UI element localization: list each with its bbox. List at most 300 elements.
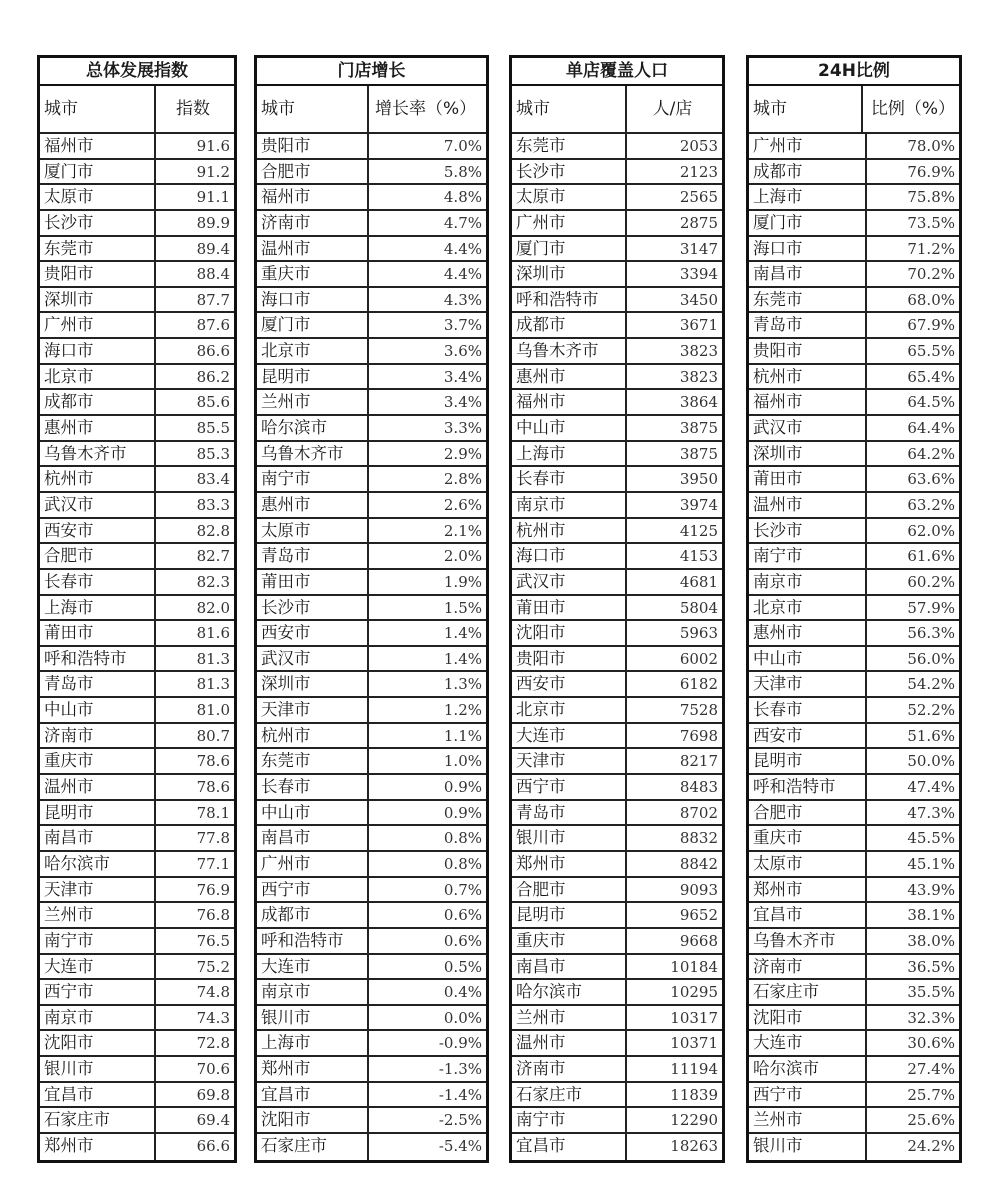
table-row — [749, 237, 959, 263]
city-cell: 济南市 — [749, 955, 867, 979]
city-cell: 上海市 — [257, 1031, 369, 1055]
city-cell: 兰州市 — [40, 903, 156, 927]
table-row — [749, 262, 959, 288]
value-cell: 81.0 — [196, 701, 230, 720]
city-cell: 上海市 — [749, 185, 867, 209]
table-row — [40, 211, 234, 237]
value-cell: -1.3% — [438, 1060, 482, 1079]
city-cell: 呼和浩特市 — [257, 929, 369, 953]
city-cell: 石家庄市 — [257, 1134, 369, 1160]
table-row — [749, 185, 959, 211]
value-cell: 35.5% — [907, 983, 955, 1002]
city-cell: 成都市 — [512, 313, 627, 337]
city-cell: 温州市 — [512, 1031, 627, 1055]
value-cell: 91.1 — [196, 188, 230, 207]
table-row — [512, 134, 722, 160]
value-cell: 76.5 — [196, 931, 230, 950]
value-cell: 4.4% — [443, 265, 482, 284]
table-row — [749, 1134, 959, 1160]
table-row — [749, 1083, 959, 1109]
city-cell: 南京市 — [512, 493, 627, 517]
table-row — [40, 724, 234, 750]
value-cell: 3974 — [679, 495, 718, 514]
city-cell: 南京市 — [257, 980, 369, 1004]
city-cell: 福州市 — [749, 390, 867, 414]
city-cell: 深圳市 — [257, 672, 369, 696]
table-row — [40, 1108, 234, 1134]
table-row — [257, 365, 486, 391]
value-cell: 85.6 — [196, 393, 230, 412]
value-cell: 47.4% — [907, 778, 955, 797]
value-cell: 72.8 — [196, 1034, 230, 1053]
table-row — [257, 955, 486, 981]
table-row — [749, 826, 959, 852]
value-cell: 7528 — [679, 701, 718, 720]
city-cell: 太原市 — [40, 185, 156, 209]
city-cell: 西宁市 — [512, 775, 627, 799]
value-cell: 80.7 — [196, 726, 230, 745]
value-cell: 3864 — [679, 393, 718, 412]
value-cell: 1.2% — [443, 701, 482, 720]
value-cell: 47.3% — [907, 803, 955, 822]
city-cell: 武汉市 — [40, 493, 156, 517]
table-row — [257, 672, 486, 698]
value-cell: 62.0% — [907, 521, 955, 540]
value-cell: 63.2% — [907, 495, 955, 514]
value-cell: 32.3% — [907, 1008, 955, 1027]
city-cell: 银川市 — [257, 1006, 369, 1030]
value-cell: 74.8 — [196, 983, 230, 1002]
table-24h-ratio — [746, 55, 962, 1163]
value-cell: 69.4 — [196, 1111, 230, 1130]
city-cell: 杭州市 — [40, 467, 156, 491]
table-row — [512, 262, 722, 288]
city-cell: 乌鲁木齐市 — [749, 929, 867, 953]
table-row — [40, 621, 234, 647]
table-row — [749, 980, 959, 1006]
value-cell: 0.6% — [443, 931, 482, 950]
city-cell: 贵阳市 — [512, 647, 627, 671]
table-row — [257, 134, 486, 160]
table-row — [40, 493, 234, 519]
city-cell: 乌鲁木齐市 — [512, 339, 627, 363]
table-header-row — [257, 86, 486, 134]
city-cell: 莆田市 — [257, 570, 369, 594]
table-row — [257, 442, 486, 468]
value-cell: -1.4% — [438, 1085, 482, 1104]
value-cell: 10295 — [670, 983, 718, 1002]
value-cell: 64.2% — [907, 444, 955, 463]
city-cell: 合肥市 — [40, 544, 156, 568]
table-row — [749, 365, 959, 391]
column-header-value: 增长率（%） — [375, 99, 477, 119]
city-cell: 兰州市 — [512, 1006, 627, 1030]
value-cell: 89.9 — [196, 213, 230, 232]
table-row — [512, 980, 722, 1006]
value-cell: 3823 — [679, 342, 718, 361]
table-row — [257, 1108, 486, 1134]
city-cell: 广州市 — [512, 211, 627, 235]
table-row — [512, 519, 722, 545]
value-cell: 56.3% — [907, 624, 955, 643]
value-cell: 81.6 — [196, 624, 230, 643]
table-row — [749, 929, 959, 955]
table-row — [40, 672, 234, 698]
table-header-row — [40, 86, 234, 134]
table-row — [40, 262, 234, 288]
city-cell: 天津市 — [40, 878, 156, 902]
city-cell: 长春市 — [512, 467, 627, 491]
value-cell: 4.3% — [443, 290, 482, 309]
table-row — [257, 1031, 486, 1057]
value-cell: 78.6 — [196, 752, 230, 771]
value-cell: 4681 — [679, 572, 718, 591]
table-row — [749, 698, 959, 724]
city-cell: 昆明市 — [512, 903, 627, 927]
city-cell: 青岛市 — [512, 801, 627, 825]
table-row — [40, 416, 234, 442]
table-row — [749, 852, 959, 878]
city-cell: 太原市 — [512, 185, 627, 209]
value-cell: 3.4% — [443, 367, 482, 386]
table-row — [40, 903, 234, 929]
table-row — [512, 1006, 722, 1032]
table-row — [749, 442, 959, 468]
table-row — [512, 801, 722, 827]
city-cell: 重庆市 — [257, 262, 369, 286]
city-cell: 西宁市 — [257, 878, 369, 902]
table-row — [512, 596, 722, 622]
value-cell: 6002 — [679, 649, 718, 668]
value-cell: 1.3% — [443, 675, 482, 694]
table-row — [512, 852, 722, 878]
city-cell: 北京市 — [257, 339, 369, 363]
table-row — [257, 596, 486, 622]
table-row — [512, 544, 722, 570]
value-cell: 8702 — [679, 803, 718, 822]
table-row — [512, 1134, 722, 1160]
value-cell: 51.6% — [907, 726, 955, 745]
column-header-value: 指数 — [176, 99, 210, 119]
table-row — [40, 467, 234, 493]
city-cell: 南昌市 — [749, 262, 867, 286]
table-row — [512, 570, 722, 596]
city-cell: 东莞市 — [512, 134, 627, 158]
value-cell: 3671 — [679, 316, 718, 335]
table-row — [512, 467, 722, 493]
table-row — [749, 160, 959, 186]
table-row — [512, 1108, 722, 1134]
value-cell: -2.5% — [438, 1111, 482, 1130]
table-row — [40, 749, 234, 775]
table-population-per-store — [509, 55, 725, 1163]
table-row — [40, 1057, 234, 1083]
city-cell: 武汉市 — [512, 570, 627, 594]
table-row — [40, 237, 234, 263]
city-cell: 宜昌市 — [257, 1083, 369, 1107]
value-cell: 50.0% — [907, 752, 955, 771]
value-cell: 25.6% — [907, 1111, 955, 1130]
city-cell: 南宁市 — [749, 544, 867, 568]
table-row — [40, 185, 234, 211]
value-cell: 85.3 — [196, 444, 230, 463]
value-cell: 88.4 — [196, 265, 230, 284]
table-row — [749, 903, 959, 929]
table-row — [40, 801, 234, 827]
value-cell: 82.8 — [196, 521, 230, 540]
value-cell: 8483 — [679, 778, 718, 797]
table-row — [40, 519, 234, 545]
table-row — [257, 801, 486, 827]
table-row — [749, 672, 959, 698]
city-cell: 温州市 — [40, 775, 156, 799]
city-cell: 石家庄市 — [40, 1108, 156, 1132]
table-row — [257, 262, 486, 288]
value-cell: 82.7 — [196, 547, 230, 566]
city-cell: 温州市 — [749, 493, 867, 517]
table-row — [257, 237, 486, 263]
city-cell: 福州市 — [40, 134, 156, 158]
value-cell: 2053 — [679, 137, 718, 155]
city-cell: 南昌市 — [40, 826, 156, 850]
table-row — [257, 493, 486, 519]
table-body — [512, 134, 722, 1160]
city-cell: 合肥市 — [257, 160, 369, 184]
value-cell: 91.6 — [196, 137, 230, 155]
city-cell: 深圳市 — [749, 442, 867, 466]
city-cell: 东莞市 — [749, 288, 867, 312]
city-cell: 上海市 — [40, 596, 156, 620]
value-cell: -0.9% — [438, 1034, 482, 1053]
value-cell: 3.7% — [443, 316, 482, 335]
table-row — [40, 596, 234, 622]
table-row — [512, 237, 722, 263]
value-cell: 86.2 — [196, 367, 230, 386]
city-cell: 长沙市 — [749, 519, 867, 543]
value-cell: 6182 — [679, 675, 718, 694]
city-cell: 青岛市 — [749, 313, 867, 337]
value-cell: 1.1% — [443, 726, 482, 745]
city-cell: 厦门市 — [40, 160, 156, 184]
city-cell: 深圳市 — [40, 288, 156, 312]
table-row — [512, 1031, 722, 1057]
value-cell: 1.4% — [443, 624, 482, 643]
city-cell: 郑州市 — [749, 878, 867, 902]
table-row — [40, 826, 234, 852]
value-cell: 0.9% — [443, 803, 482, 822]
city-cell: 长春市 — [40, 570, 156, 594]
table-row — [512, 672, 722, 698]
city-cell: 昆明市 — [40, 801, 156, 825]
city-cell: 中山市 — [512, 416, 627, 440]
value-cell: 8832 — [679, 829, 718, 848]
city-cell: 兰州市 — [257, 390, 369, 414]
city-cell: 福州市 — [512, 390, 627, 414]
value-cell: 9668 — [679, 931, 718, 950]
city-cell: 昆明市 — [257, 365, 369, 389]
table-row — [512, 955, 722, 981]
table-row — [749, 1057, 959, 1083]
city-cell: 广州市 — [40, 313, 156, 337]
city-cell: 南昌市 — [257, 826, 369, 850]
table-row — [257, 467, 486, 493]
table-row — [257, 621, 486, 647]
table-row — [40, 570, 234, 596]
city-cell: 济南市 — [512, 1057, 627, 1081]
table-row — [257, 698, 486, 724]
value-cell: 56.0% — [907, 649, 955, 668]
value-cell: 76.9 — [196, 880, 230, 899]
city-cell: 厦门市 — [749, 211, 867, 235]
city-cell: 长春市 — [749, 698, 867, 722]
table-body — [40, 134, 234, 1160]
value-cell: 85.5 — [196, 419, 230, 438]
table-row — [749, 313, 959, 339]
value-cell: 38.1% — [907, 906, 955, 925]
table-row — [40, 365, 234, 391]
value-cell: 52.2% — [907, 701, 955, 720]
value-cell: 82.3 — [196, 572, 230, 591]
value-cell: 78.0% — [907, 137, 955, 155]
city-cell: 长沙市 — [512, 160, 627, 184]
city-cell: 东莞市 — [257, 749, 369, 773]
value-cell: 86.6 — [196, 342, 230, 361]
value-cell: 83.4 — [196, 470, 230, 489]
city-cell: 重庆市 — [512, 929, 627, 953]
value-cell: 3394 — [679, 265, 718, 284]
value-cell: 8217 — [679, 752, 718, 771]
value-cell: 66.6 — [196, 1136, 230, 1155]
value-cell: 83.3 — [196, 495, 230, 514]
value-cell: 12290 — [670, 1111, 718, 1130]
value-cell: 18263 — [670, 1136, 718, 1155]
city-cell: 沈阳市 — [512, 621, 627, 645]
city-cell: 莆田市 — [40, 621, 156, 645]
table-row — [749, 134, 959, 160]
table-row — [749, 647, 959, 673]
table-row — [749, 390, 959, 416]
city-cell: 北京市 — [512, 698, 627, 722]
city-cell: 天津市 — [257, 698, 369, 722]
table-overall-development-index — [37, 55, 237, 1163]
table-header-row — [512, 86, 722, 134]
table-row — [512, 775, 722, 801]
city-cell: 北京市 — [40, 365, 156, 389]
city-cell: 郑州市 — [512, 852, 627, 876]
value-cell: 10184 — [670, 957, 718, 976]
city-cell: 海口市 — [512, 544, 627, 568]
table-row — [512, 365, 722, 391]
column-header-value: 比例（%） — [870, 99, 955, 119]
city-cell: 成都市 — [40, 390, 156, 414]
value-cell: 36.5% — [907, 957, 955, 976]
value-cell: 2.8% — [443, 470, 482, 489]
table-row — [257, 775, 486, 801]
value-cell: 0.6% — [443, 906, 482, 925]
value-cell: 3450 — [679, 290, 718, 309]
value-cell: 45.5% — [907, 829, 955, 848]
table-store-growth — [254, 55, 489, 1163]
table-row — [512, 903, 722, 929]
table-row — [40, 647, 234, 673]
column-header-city: 城市 — [40, 86, 156, 132]
value-cell: 77.8 — [196, 829, 230, 848]
value-cell: 76.8 — [196, 906, 230, 925]
city-cell: 南宁市 — [40, 929, 156, 953]
table-row — [512, 493, 722, 519]
table-row — [257, 903, 486, 929]
table-body — [257, 134, 486, 1160]
table-row — [749, 1031, 959, 1057]
value-cell: 60.2% — [907, 572, 955, 591]
table-row — [749, 621, 959, 647]
city-cell: 大连市 — [257, 955, 369, 979]
table-row — [749, 596, 959, 622]
value-cell: 4.8% — [443, 188, 482, 207]
city-cell: 合肥市 — [749, 801, 867, 825]
city-cell: 海口市 — [749, 237, 867, 261]
city-cell: 哈尔滨市 — [512, 980, 627, 1004]
city-cell: 呼和浩特市 — [40, 647, 156, 671]
value-cell: 74.3 — [196, 1008, 230, 1027]
table-row — [257, 570, 486, 596]
city-cell: 成都市 — [257, 903, 369, 927]
city-cell: 银川市 — [749, 1134, 867, 1160]
city-cell: 成都市 — [749, 160, 867, 184]
city-cell: 南昌市 — [512, 955, 627, 979]
value-cell: 3147 — [679, 239, 718, 258]
table-row — [749, 288, 959, 314]
city-cell: 银川市 — [512, 826, 627, 850]
table-row — [40, 852, 234, 878]
table-row — [749, 211, 959, 237]
city-cell: 西安市 — [512, 672, 627, 696]
table-row — [512, 160, 722, 186]
value-cell: -5.4% — [438, 1136, 482, 1155]
city-cell: 中山市 — [40, 698, 156, 722]
table-row — [257, 339, 486, 365]
value-cell: 3.3% — [443, 419, 482, 438]
value-cell: 1.4% — [443, 649, 482, 668]
city-cell: 惠州市 — [749, 621, 867, 645]
city-cell: 乌鲁木齐市 — [40, 442, 156, 466]
city-cell: 太原市 — [749, 852, 867, 876]
city-cell: 哈尔滨市 — [257, 416, 369, 440]
city-cell: 郑州市 — [257, 1057, 369, 1081]
city-cell: 沈阳市 — [257, 1108, 369, 1132]
table-row — [257, 878, 486, 904]
table-row — [257, 313, 486, 339]
value-cell: 11839 — [670, 1085, 718, 1104]
city-cell: 惠州市 — [40, 416, 156, 440]
table-row — [257, 288, 486, 314]
table-row — [40, 288, 234, 314]
table-row — [749, 544, 959, 570]
value-cell: 71.2% — [907, 239, 955, 258]
value-cell: 89.4 — [196, 239, 230, 258]
value-cell: 2.6% — [443, 495, 482, 514]
city-cell: 西安市 — [749, 724, 867, 748]
value-cell: 65.5% — [907, 342, 955, 361]
value-cell: 87.7 — [196, 290, 230, 309]
table-row — [512, 929, 722, 955]
table-row — [257, 544, 486, 570]
value-cell: 65.4% — [907, 367, 955, 386]
city-cell: 长沙市 — [40, 211, 156, 235]
value-cell: 7.0% — [443, 137, 482, 155]
city-cell: 广州市 — [749, 134, 867, 158]
value-cell: 8842 — [679, 854, 718, 873]
